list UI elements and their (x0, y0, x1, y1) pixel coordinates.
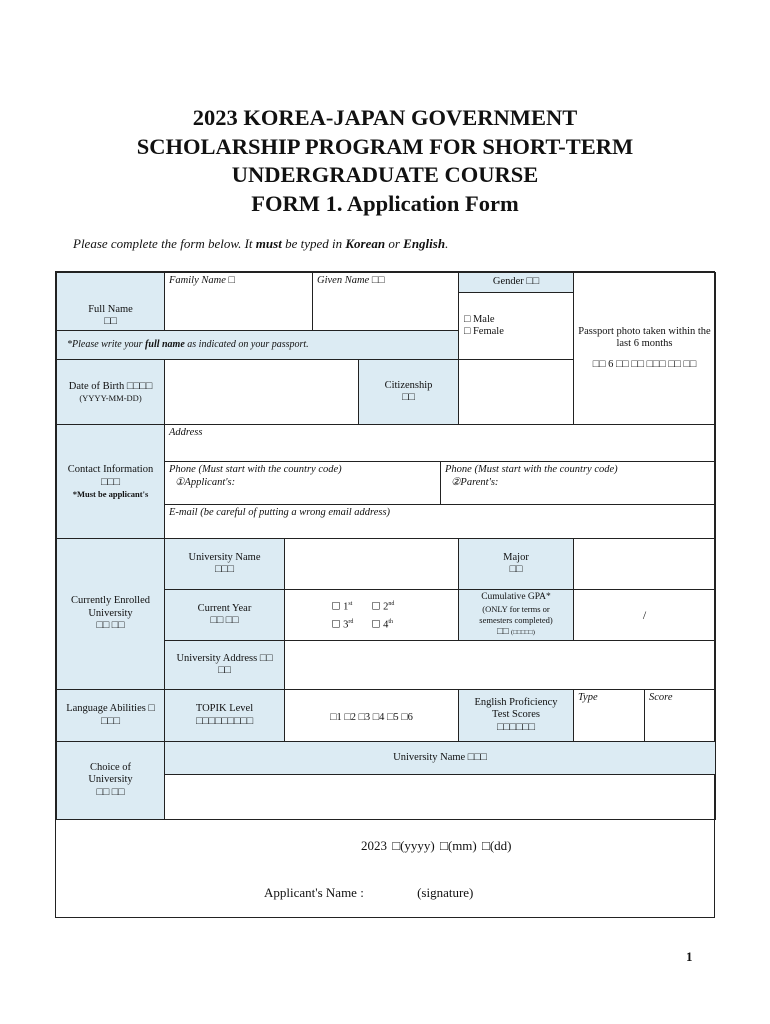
citizenship-label-native: □□ (402, 392, 415, 403)
major-field[interactable] (573, 538, 716, 590)
university-label-line1: Currently Enrolled (70, 595, 151, 607)
photo-instruction: Passport photo taken within the last 6 months (578, 325, 711, 350)
choice-university-field[interactable] (164, 774, 716, 820)
gpa-native-line (497, 627, 535, 639)
applicant-signature-line[interactable] (264, 885, 473, 901)
instruction-part: . (445, 236, 449, 251)
test-score-label: Score (649, 692, 673, 703)
address-field[interactable] (164, 424, 716, 462)
full-name-label: Full Name (88, 303, 133, 315)
title-line-4: FORM 1. Application Form (251, 190, 519, 216)
university-name-label: University Name (188, 551, 261, 563)
year-3-suffix: rd (348, 619, 354, 625)
full-name-note (56, 330, 459, 360)
year-4-number: 4 (383, 619, 389, 631)
dob-format: (YYYY-MM-DD) (79, 393, 142, 404)
language-label-native: □□□ (100, 715, 121, 727)
choice-university-name-label: University Name □□□ (393, 751, 487, 763)
university-address-field[interactable] (284, 640, 716, 690)
current-year-options (284, 589, 459, 641)
gpa-native: □□ (497, 626, 509, 637)
instruction-part: or (385, 236, 404, 251)
year-3-number: 3 (343, 619, 349, 631)
title-line-1: 2023 KOREA-JAPAN GOVERNMENT (192, 105, 578, 130)
year-4-suffix: th (388, 619, 394, 625)
gender-options (458, 292, 574, 360)
university-label-cell (56, 538, 165, 690)
gpa-label-cell (458, 589, 574, 641)
year-3-checkbox[interactable]: ☐ 3rd (331, 619, 354, 631)
university-address-label: University Address □□ (176, 652, 273, 664)
application-form (55, 271, 715, 918)
topik-label: TOPIK Level (195, 703, 254, 714)
page-number: 1 (686, 949, 693, 964)
email-label: E-mail (be careful of putting a wrong email address) (169, 507, 391, 518)
gpa-label: Cumulative GPA* (481, 592, 551, 602)
university-address-label-cell (164, 640, 285, 690)
family-name-label: Family Name □ (169, 275, 235, 286)
choice-label-cell (56, 741, 165, 820)
university-name-native: □□□ (214, 564, 235, 575)
signature-block (56, 819, 716, 919)
note-prefix: *Please write your (67, 338, 146, 350)
choice-label-line1: Choice of (89, 761, 132, 773)
university-label-native: □□ □□ (96, 620, 125, 632)
english-scores-label: Test Scores (492, 709, 540, 721)
year-2-suffix: nd (388, 601, 395, 607)
english-proficiency-native: □□□□□□ (496, 721, 536, 733)
instruction-korean: Korean (345, 236, 386, 251)
year-options-grid (332, 598, 412, 632)
photo-instruction-native: □□ 6 □□ □□ □□□ □□ □□ (592, 358, 697, 370)
family-name-field[interactable] (164, 272, 313, 331)
citizenship-label-cell (358, 359, 459, 425)
test-type-label: Type (578, 692, 598, 703)
instruction-text (73, 236, 448, 252)
gender-label-cell (458, 272, 574, 293)
university-label-line2: University (88, 607, 133, 619)
passport-photo-box[interactable] (573, 272, 716, 425)
topik-level-options[interactable] (284, 689, 459, 742)
phone-applicant-label: Phone (Must start with the country code) (169, 464, 342, 475)
phone-parent-field[interactable] (440, 461, 716, 505)
year-2-checkbox[interactable]: ☐ 2nd (371, 601, 395, 613)
dob-label-cell (56, 359, 165, 425)
choice-label-line2: University (88, 774, 133, 786)
gpa-slash: / (642, 607, 647, 622)
choice-label-native: □□ □□ (96, 786, 125, 798)
instruction-must: must (255, 236, 282, 251)
form-title (60, 104, 710, 218)
phone-applicant-field[interactable] (164, 461, 441, 505)
year-1-number: 1 (343, 601, 349, 613)
english-proficiency-label-cell (458, 689, 574, 742)
language-label-cell (56, 689, 165, 742)
topik-label-cell (164, 689, 285, 742)
gender-male-checkbox[interactable]: □ Male (464, 313, 495, 325)
gender-label: Gender □□ (492, 276, 540, 288)
choice-university-header (164, 741, 716, 775)
phone-applicant-sublabel: ①Applicant's: (175, 476, 236, 488)
year-1-checkbox[interactable]: ☐ 1st (331, 601, 353, 613)
gender-female-checkbox[interactable]: □ Female (464, 326, 504, 337)
note-bold: full name (145, 338, 185, 350)
instruction-part: be typed in (281, 236, 346, 251)
phone-parent-label: Phone (Must start with the country code) (445, 464, 618, 475)
english-test-type-field[interactable] (573, 689, 645, 742)
instruction-part: Please complete the form below. It (73, 236, 256, 251)
language-label: Language Abilities □ (66, 703, 155, 714)
english-test-score-field[interactable] (644, 689, 716, 742)
gpa-field[interactable] (573, 589, 716, 641)
full-name-note-text (67, 339, 309, 352)
note-suffix: as indicated on your passport. (184, 338, 309, 350)
topik-options: □1 □2 □3 □4 □5 □6 (330, 712, 413, 724)
title-line-3: UNDERGRADUATE COURSE (231, 162, 539, 187)
year-4-checkbox[interactable]: ☐ 4th (371, 619, 394, 631)
instruction-english: English (403, 236, 446, 251)
address-label: Address (169, 427, 203, 438)
full-name-label-native: □□ (104, 316, 117, 327)
contact-label-native: □□□ (100, 476, 121, 488)
dob-label: Date of Birth □□□□ (68, 380, 153, 392)
year-2-number: 2 (383, 601, 389, 613)
major-label: Major (503, 551, 529, 563)
gpa-native-small: (□□□□□) (510, 628, 535, 636)
current-year-label-cell (164, 589, 285, 641)
contact-note: *Must be applicant's (72, 489, 149, 499)
university-name-field[interactable] (284, 538, 459, 590)
citizenship-field[interactable] (458, 359, 574, 425)
title-line-2: SCHOLARSHIP PROGRAM FOR SHORT-TERM (136, 133, 634, 159)
current-year-label: Current Year (197, 602, 252, 614)
university-name-label-cell (164, 538, 285, 590)
university-address-native: □□ (218, 665, 231, 676)
english-proficiency-label: English Proficiency (474, 696, 558, 708)
given-name-label: Given Name □□ (317, 275, 385, 286)
given-name-field[interactable] (312, 272, 459, 331)
contact-label-cell (56, 424, 165, 539)
applicant-name-label: Applicant's Name : (264, 885, 364, 900)
contact-label: Contact Information (67, 464, 154, 475)
major-label-cell (458, 538, 574, 590)
gpa-note-line2: semesters completed) (479, 615, 553, 625)
citizenship-label: Citizenship (384, 379, 433, 391)
current-year-native: □□ □□ (210, 615, 239, 626)
dob-field[interactable] (164, 359, 359, 425)
application-date-line[interactable]: 2023 □(yyyy) □(mm) □(dd) (361, 838, 512, 853)
signature-label: (signature) (417, 885, 474, 900)
phone-parent-sublabel: ②Parent's: (451, 476, 499, 488)
gpa-note-line1: (ONLY for terms or (482, 603, 550, 614)
email-field[interactable] (164, 504, 716, 539)
major-label-native: □□ (509, 564, 523, 575)
topik-label-native: □□□□□□□□□ (195, 715, 254, 727)
year-1-suffix: st (348, 601, 353, 607)
